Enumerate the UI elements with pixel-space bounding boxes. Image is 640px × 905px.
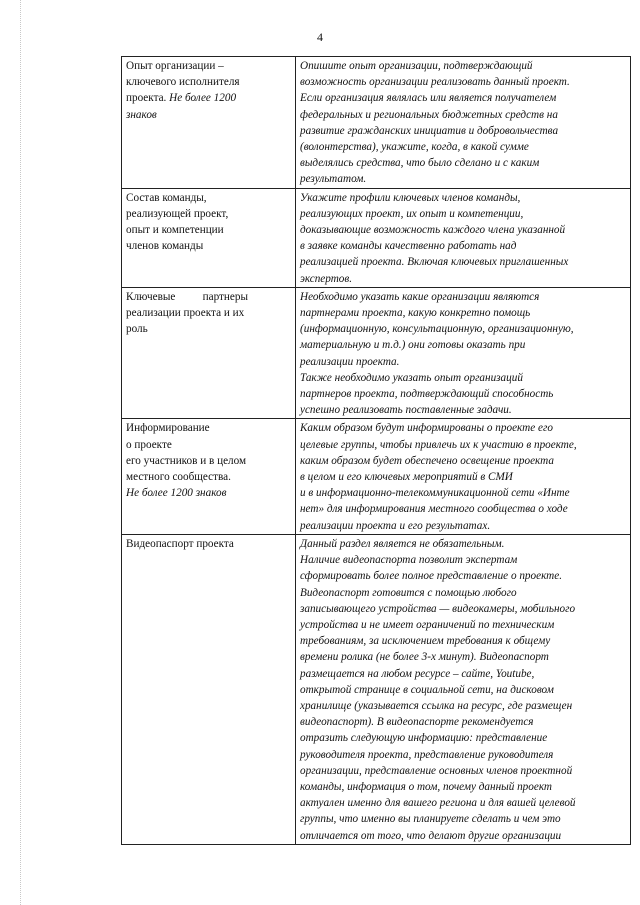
description-line: хранилище (указывается ссылка на ресурс, где размещен bbox=[300, 699, 573, 712]
row-label-line: членов команды bbox=[126, 240, 204, 253]
description-line: сформировать более полное представление о проекте. bbox=[300, 570, 563, 583]
description-line: партнеров проекта, подтверждающий способность bbox=[300, 388, 554, 401]
row-label-line: роль bbox=[126, 323, 148, 336]
description-line: Данный раздел является не обязательным. bbox=[300, 537, 505, 550]
page-edge-line bbox=[20, 0, 21, 905]
row-label-line: ключевого исполнителя bbox=[126, 76, 240, 89]
description-line: каким образом будет обеспечено освещение проекта bbox=[300, 454, 554, 467]
description-line: Каким образом будут информированы о проекте его bbox=[300, 422, 553, 435]
description-line: успешно реализовать поставленные задачи. bbox=[300, 404, 512, 417]
row-label-cell bbox=[122, 419, 296, 534]
description-line: открытой странице в социальной сети, на дисковом bbox=[300, 683, 554, 696]
row-label-line: проекта. bbox=[126, 92, 170, 105]
description-line: Если организация являлась или является получателем bbox=[300, 92, 557, 105]
row-label-line: Состав команды, bbox=[126, 191, 207, 204]
description-line: реализации проекта. bbox=[300, 355, 400, 368]
row-label-cell bbox=[122, 188, 296, 287]
row-description-cell bbox=[296, 287, 631, 419]
description-line: целевые группы, чтобы привлечь их к участию в проекте, bbox=[300, 438, 577, 451]
description-line: организации, представление основных членов проектной bbox=[300, 764, 573, 777]
row-label-line: Ключевые bbox=[126, 290, 176, 303]
description-line: реализацией проекта. Включая ключевых приглашенных bbox=[300, 256, 569, 269]
description-line: (волонтерства), укажите, когда, в какой сумме bbox=[300, 141, 529, 154]
description-line: Также необходимо указать опыт организаций bbox=[300, 371, 523, 384]
description-line: реализующих проект, их опыт и компетенции, bbox=[300, 207, 524, 220]
row-description-cell bbox=[296, 419, 631, 534]
row-label-line: реализующей проект, bbox=[126, 207, 229, 220]
description-line: федеральных и региональных бюджетных средств на bbox=[300, 108, 558, 121]
description-line: (информационную, консультационную, организационную, bbox=[300, 323, 574, 336]
application-form-table bbox=[121, 56, 631, 845]
description-line: записывающего устройства — видеокамеры, мобильного bbox=[300, 602, 576, 615]
description-line: в целом и его ключевых мероприятий в СМИ bbox=[300, 471, 513, 484]
row-label-line: партнеры bbox=[202, 290, 248, 303]
description-line: и в информационно-телекоммуникационной сети «Инте bbox=[300, 487, 570, 500]
description-line: Укажите профили ключевых членов команды, bbox=[300, 191, 521, 204]
description-line: устройства и не имеет ограничений по техническим bbox=[300, 618, 555, 631]
description-line: требованиям, за исключением требования к общему bbox=[300, 635, 551, 648]
description-line: времени ролика (не более 3-х минут). Видеопаспорт bbox=[300, 651, 549, 664]
row-label-line: реализации проекта и их bbox=[126, 307, 245, 320]
description-line: выделялись средства, что было сделано и с каким bbox=[300, 157, 540, 170]
description-line: экспертов. bbox=[300, 272, 353, 285]
description-line: материальную и т.д.) они готовы оказать при bbox=[300, 339, 526, 352]
description-line: видеопаспорт). В видеопаспорте рекомендуется bbox=[300, 716, 534, 729]
description-line: результатом. bbox=[300, 173, 367, 186]
page-number: 4 bbox=[317, 30, 323, 44]
row-label-cell bbox=[122, 534, 296, 844]
description-line: доказывающие возможность каждого члена указанной bbox=[300, 224, 566, 237]
row-label-line: его участников и в целом bbox=[126, 454, 247, 467]
description-line: нет» для информирования местного сообщества о ходе bbox=[300, 503, 568, 516]
description-line: отличается от того, что делают другие организации bbox=[300, 829, 562, 842]
row-label-cell bbox=[122, 287, 296, 419]
description-line: в заявке команды качественно работать над bbox=[300, 240, 517, 253]
row-label-line: местного сообщества. bbox=[126, 471, 231, 484]
row-description-cell bbox=[296, 188, 631, 287]
table-row bbox=[122, 287, 631, 419]
row-label-line: Опыт организации – bbox=[126, 60, 224, 72]
row-description-cell bbox=[296, 534, 631, 844]
row-label-note: Не более 1200 bbox=[169, 92, 237, 105]
description-line: руководителя проекта, представление руководителя bbox=[300, 748, 554, 761]
row-label-note: знаков bbox=[126, 108, 157, 121]
description-line: Наличие видеопаспорта позволит экспертам bbox=[300, 554, 518, 567]
row-label-line: о проекте bbox=[126, 438, 172, 451]
description-line: развитие гражданских инициатив и добровольчества bbox=[300, 124, 559, 137]
description-line: возможность организации реализовать данный проект. bbox=[300, 76, 570, 89]
row-label-line: Информирование bbox=[126, 422, 210, 435]
description-line: Видеопаспорт готовится с помощью любого bbox=[300, 586, 517, 599]
row-label-line: опыт и компетенции bbox=[126, 224, 224, 237]
description-line: Необходимо указать какие организации являются bbox=[300, 290, 540, 303]
table-row bbox=[122, 57, 631, 189]
description-line: Опишите опыт организации, подтверждающий bbox=[300, 60, 533, 72]
description-line: размещается на любом ресурсе – сайте, Youtube, bbox=[300, 667, 535, 680]
description-line: партнерами проекта, какую конкретно помощь bbox=[300, 307, 531, 320]
table-row bbox=[122, 419, 631, 534]
table-row bbox=[122, 188, 631, 287]
description-line: команды, информация о том, почему данный проект bbox=[300, 780, 552, 793]
description-line: реализации проекта и его результатах. bbox=[300, 519, 491, 532]
table-row bbox=[122, 534, 631, 844]
description-line: группы, что именно вы планируете сделать и чем это bbox=[300, 813, 561, 826]
row-description-cell bbox=[296, 57, 631, 189]
description-line: отразить следующую информацию: представление bbox=[300, 732, 548, 745]
description-line: актуален именно для вашего региона и для вашей целевой bbox=[300, 797, 576, 810]
row-label-cell bbox=[122, 57, 296, 189]
row-label-line: Видеопаспорт проекта bbox=[126, 537, 234, 550]
row-label-note: Не более 1200 знаков bbox=[126, 487, 227, 500]
